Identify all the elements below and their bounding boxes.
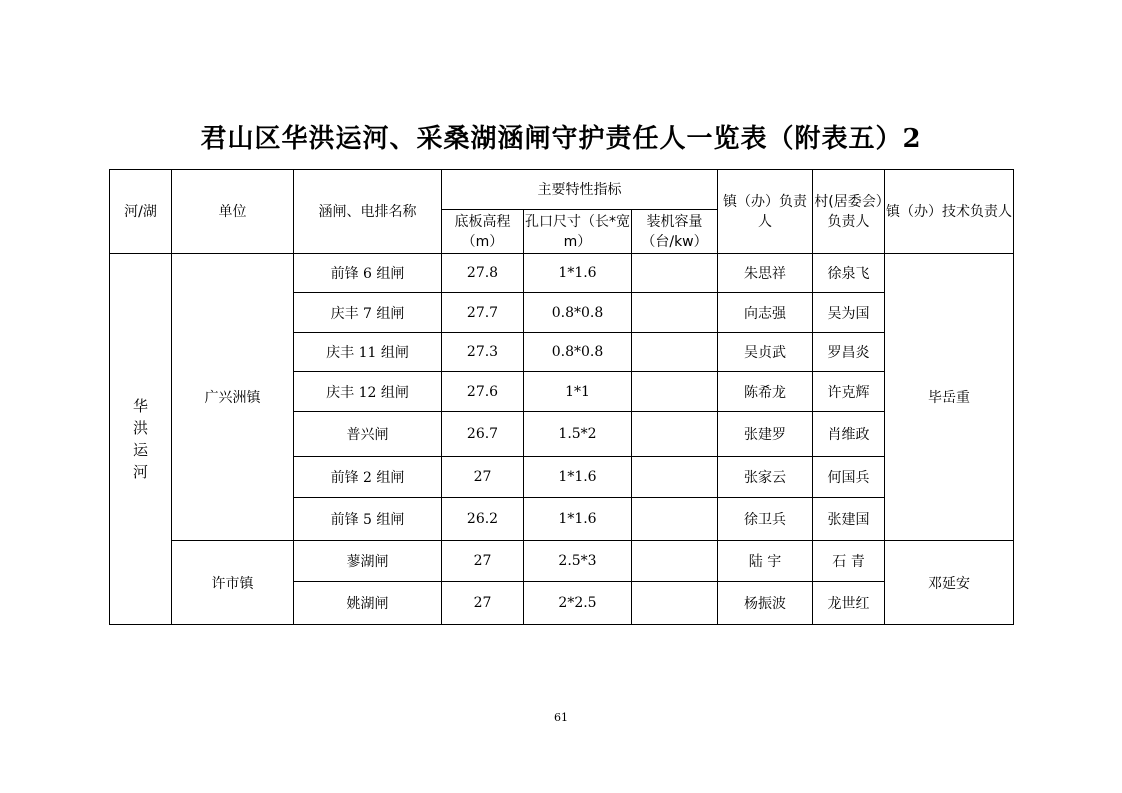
elevation-cell: 27.7 — [442, 293, 524, 333]
capacity-cell — [632, 498, 718, 541]
opening-cell: 2.5*3 — [524, 541, 632, 582]
town-leader-cell: 张建罗 — [718, 412, 813, 457]
gate-name-cell: 庆丰 7 组闸 — [294, 293, 442, 333]
capacity-cell — [632, 457, 718, 498]
elevation-cell: 26.7 — [442, 412, 524, 457]
village-leader-cell: 许克辉 — [813, 372, 885, 412]
gate-name-cell: 庆丰 12 组闸 — [294, 372, 442, 412]
opening-cell: 1*1.6 — [524, 457, 632, 498]
village-leader-cell: 罗昌炎 — [813, 333, 885, 372]
page-number: 61 — [554, 711, 568, 724]
river-name: 华洪运河 — [132, 397, 148, 481]
gate-name-cell: 前锋 2 组闸 — [294, 457, 442, 498]
gate-name-cell: 普兴闸 — [294, 412, 442, 457]
opening-cell: 2*2.5 — [524, 582, 632, 625]
village-leader-cell: 吴为国 — [813, 293, 885, 333]
header-unit: 单位 — [172, 170, 294, 254]
capacity-cell — [632, 333, 718, 372]
elevation-cell: 27.8 — [442, 254, 524, 293]
elevation-cell: 27 — [442, 541, 524, 582]
header-gate-name: 涵闸、电排名称 — [294, 170, 442, 254]
gate-name-cell: 蓼湖闸 — [294, 541, 442, 582]
capacity-cell — [632, 541, 718, 582]
responsibility-table — [109, 169, 1014, 625]
table-row — [110, 541, 1014, 582]
gate-name-cell: 前锋 5 组闸 — [294, 498, 442, 541]
header-village-leader: 村(居委会）负责人 — [813, 170, 885, 254]
town-leader-cell: 徐卫兵 — [718, 498, 813, 541]
elevation-cell: 27.6 — [442, 372, 524, 412]
header-river: 河/湖 — [110, 170, 172, 254]
header-elevation: 底板高程（m） — [442, 210, 524, 254]
gate-name-cell: 前锋 6 组闸 — [294, 254, 442, 293]
town-leader-cell: 杨振波 — [718, 582, 813, 625]
gate-name-cell: 姚湖闸 — [294, 582, 442, 625]
town-leader-cell: 吴贞武 — [718, 333, 813, 372]
river-cell — [110, 254, 172, 625]
tech-leader-cell: 毕岳重 — [885, 254, 1014, 541]
town-leader-cell: 朱思祥 — [718, 254, 813, 293]
town-leader-cell: 向志强 — [718, 293, 813, 333]
capacity-cell — [632, 412, 718, 457]
village-leader-cell: 肖维政 — [813, 412, 885, 457]
capacity-cell — [632, 254, 718, 293]
capacity-cell — [632, 293, 718, 333]
table-row — [110, 254, 1014, 293]
elevation-cell: 27 — [442, 582, 524, 625]
page-title: 君山区华洪运河、采桑湖涵闸守护责任人一览表（附表五）2 — [200, 124, 922, 154]
elevation-cell: 27 — [442, 457, 524, 498]
village-leader-cell: 徐泉飞 — [813, 254, 885, 293]
opening-cell: 0.8*0.8 — [524, 293, 632, 333]
header-capacity: 装机容量（台/kw） — [632, 210, 718, 254]
header-tech-leader: 镇（办）技术负责人 — [885, 170, 1014, 254]
village-leader-cell: 张建国 — [813, 498, 885, 541]
gate-name-cell: 庆丰 11 组闸 — [294, 333, 442, 372]
town-leader-cell: 陈希龙 — [718, 372, 813, 412]
opening-cell: 0.8*0.8 — [524, 333, 632, 372]
town-leader-cell: 陆 宇 — [718, 541, 813, 582]
header-opening: 孔口尺寸（长*宽 m） — [524, 210, 632, 254]
opening-cell: 1*1.6 — [524, 254, 632, 293]
elevation-cell: 26.2 — [442, 498, 524, 541]
unit-cell: 许市镇 — [172, 541, 294, 625]
capacity-cell — [632, 582, 718, 625]
opening-cell: 1*1 — [524, 372, 632, 412]
village-leader-cell: 龙世红 — [813, 582, 885, 625]
header-town-leader: 镇（办）负责人 — [718, 170, 813, 254]
opening-cell: 1.5*2 — [524, 412, 632, 457]
opening-cell: 1*1.6 — [524, 498, 632, 541]
village-leader-cell: 石 青 — [813, 541, 885, 582]
unit-cell: 广兴洲镇 — [172, 254, 294, 541]
village-leader-cell: 何国兵 — [813, 457, 885, 498]
capacity-cell — [632, 372, 718, 412]
header-indicators: 主要特性指标 — [442, 170, 718, 210]
tech-leader-cell: 邓延安 — [885, 541, 1014, 625]
town-leader-cell: 张家云 — [718, 457, 813, 498]
elevation-cell: 27.3 — [442, 333, 524, 372]
